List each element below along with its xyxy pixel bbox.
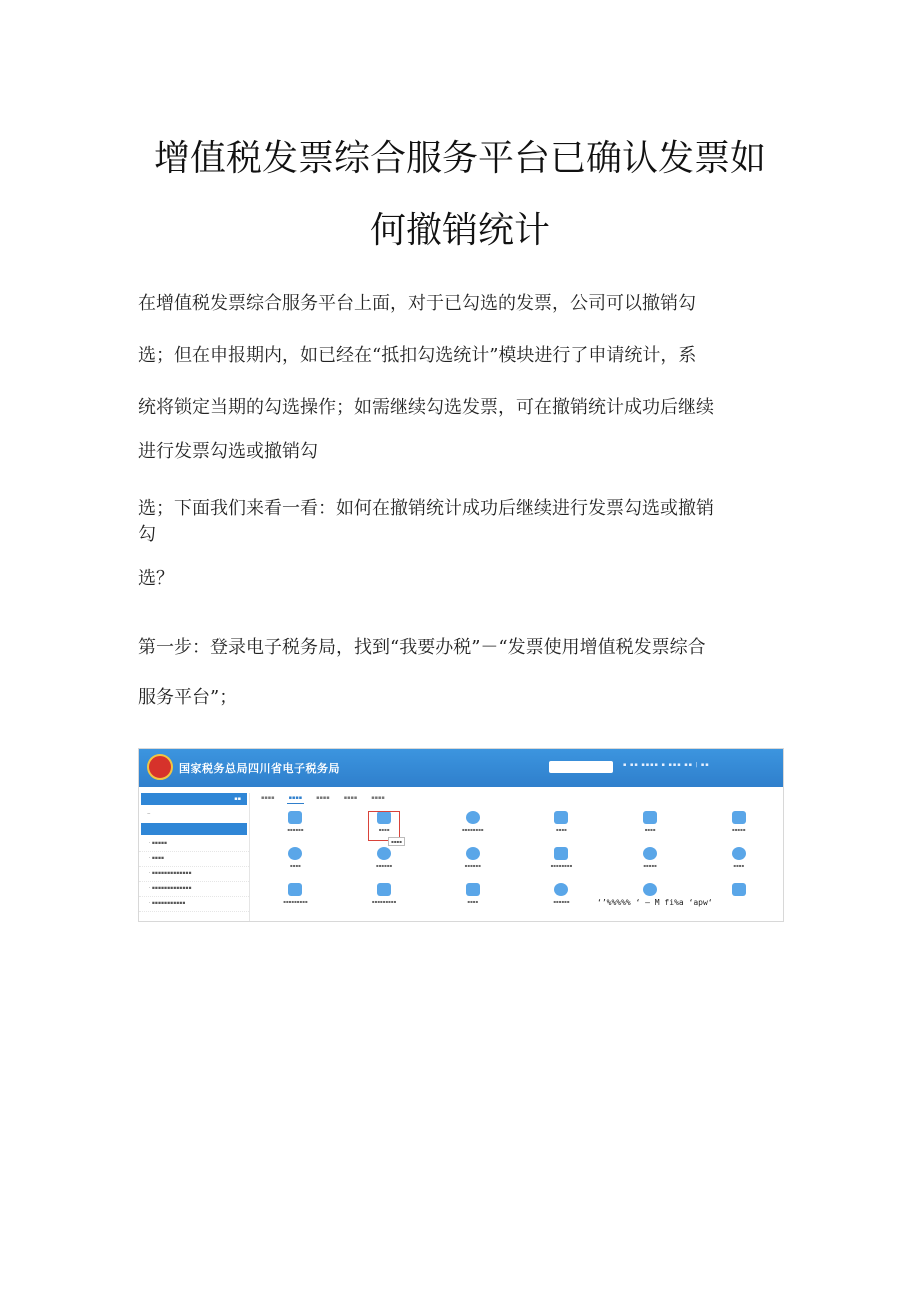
grid-item[interactable] — [428, 811, 517, 841]
header-links: ▪ ▪▪ ▪▪▪▪ ▪ ▪▪▪ ▪▪ | ▪▪ — [623, 762, 710, 768]
grid-item-label: ▪▪▪▪ — [733, 863, 745, 868]
header-search-input[interactable] — [549, 761, 613, 773]
grid-item[interactable] — [251, 811, 340, 841]
grid-item[interactable] — [340, 883, 429, 913]
grid-item-label: ▪▪▪▪▪▪▪▪ — [461, 827, 484, 832]
tab[interactable]: ▪▪▪▪ — [261, 795, 275, 801]
grid-item[interactable] — [428, 883, 517, 913]
sidebar-favorites[interactable]: ▪▪ — [141, 793, 247, 805]
report-icon — [732, 811, 746, 824]
ocr-garbled-text: ‘’%%%%% ‘ — M fi%a ‘apw‘ — [597, 898, 713, 907]
certificate-icon — [288, 811, 302, 824]
sidebar-item[interactable]: · ▪▪▪▪▪▪▪▪▪▪▪▪▪ — [139, 882, 249, 897]
invoice-icon — [377, 811, 391, 824]
paragraph-line: 勾 — [138, 524, 156, 545]
paragraph-line: 选？ — [138, 568, 174, 589]
grid-item[interactable] — [251, 847, 340, 877]
hammer-icon — [377, 883, 391, 896]
grid-item[interactable] — [517, 847, 606, 877]
clock-icon — [377, 847, 391, 860]
paragraph-line: 进行发票勾选或撤销勾 — [138, 441, 318, 462]
grid-item-label: ▪▪▪▪▪ — [643, 863, 657, 868]
cloud-icon — [466, 811, 480, 824]
user-icon — [643, 883, 657, 896]
person-icon — [288, 883, 302, 896]
grid-item-label: ▪▪▪▪▪▪▪▪▪ — [371, 899, 397, 904]
grid-item[interactable] — [606, 847, 695, 877]
shield-icon — [732, 883, 746, 896]
grid-item-label: ▪▪▪▪▪▪ — [375, 863, 393, 868]
sidebar-item[interactable]: · ▪▪▪▪▪▪▪▪▪▪▪ — [139, 897, 249, 912]
site-header — [139, 749, 783, 787]
portal-tabs — [259, 795, 387, 804]
grid-item-label: ▪▪▪▪ — [467, 899, 479, 904]
tooltip: ▪▪▪▪ — [388, 837, 405, 846]
sidebar-item[interactable]: · ▪▪▪▪ — [139, 852, 249, 867]
medal-icon — [732, 847, 746, 860]
sidebar-section[interactable] — [141, 823, 247, 835]
circle-icon — [643, 847, 657, 860]
embedded-screenshot — [138, 748, 784, 922]
grid-item[interactable] — [340, 847, 429, 877]
portal-body — [139, 787, 783, 921]
paragraph-line: 选；但在申报期内，如已经在“抵扣勾选统计”模块进行了申请统计，系 — [138, 345, 697, 366]
grid-item[interactable] — [694, 811, 783, 841]
grid-item-label: ▪▪▪▪▪▪▪▪ — [550, 863, 573, 868]
tax-emblem-icon — [147, 754, 173, 780]
grid-item-label: ▪▪▪▪▪▪ — [553, 899, 570, 904]
heart-icon — [554, 883, 568, 896]
grid-item[interactable] — [517, 883, 606, 913]
sidebar-item[interactable]: · ▪▪▪▪▪▪▪▪▪▪▪▪▪ — [139, 867, 249, 882]
grid-item-label: ▪▪▪▪▪▪ — [464, 863, 481, 868]
grid-item-label: ▪▪▪▪ — [644, 827, 656, 832]
paragraph-line: 在增值税发票综合服务平台上面，对于已勾选的发票，公司可以撤销勾 — [138, 293, 696, 314]
paragraph-line: 服务平台”； — [138, 687, 238, 708]
grid-item[interactable] — [251, 883, 340, 913]
portal-sidebar — [139, 793, 250, 921]
grid-item-label: ▪▪▪▪▪ — [731, 827, 746, 832]
paragraph-line: 选；下面我们来看一看：如何在撤销统计成功后继续进行发票勾选或撤销 — [138, 498, 714, 519]
grid-item[interactable] — [694, 847, 783, 877]
calendar-icon — [554, 847, 568, 860]
tab-active[interactable]: ▪▪▪▪ — [287, 795, 305, 804]
paragraph-line: 统将锁定当期的勾选操作；如需继续勾选发票，可在撤销统计成功后继续 — [138, 397, 714, 418]
tab[interactable]: ▪▪▪▪ — [343, 795, 358, 801]
ledger-icon — [466, 883, 480, 896]
sidebar-divider: – — [147, 809, 151, 817]
paragraph-line: 第一步：登录电子税务局，找到“我要办税”－“发票使用增值税发票综合 — [138, 637, 706, 658]
grid-item[interactable] — [428, 847, 517, 877]
chart-icon — [466, 847, 480, 860]
grid-item-label: ▪▪▪▪▪▪▪▪▪ — [283, 899, 308, 904]
grid-item[interactable] — [517, 811, 606, 841]
monitor-icon — [554, 811, 568, 824]
site-title: 国家税务总局四川省电子税务局 — [179, 762, 340, 775]
document-icon — [643, 811, 657, 824]
grid-item-label: ▪▪▪▪ — [378, 827, 390, 832]
tab[interactable]: ▪▪▪▪ — [316, 795, 330, 801]
sidebar-item[interactable]: · ▪▪▪▪▪ — [139, 837, 249, 852]
gear-icon — [288, 847, 302, 860]
grid-item-label: ▪▪▪▪ — [555, 827, 567, 832]
doc-title-line-2: 何撤销统计 — [369, 210, 550, 251]
invoice-usage-item[interactable] — [368, 811, 402, 844]
grid-item-label: ▪▪▪▪ — [289, 863, 301, 868]
grid-item-label: ▪▪▪▪▪▪ — [287, 827, 304, 832]
tab[interactable]: ▪▪▪▪ — [371, 795, 385, 801]
doc-title-line-1: 增值税发票综合服务平台已确认发票如 — [153, 138, 766, 179]
grid-item[interactable] — [606, 811, 695, 841]
